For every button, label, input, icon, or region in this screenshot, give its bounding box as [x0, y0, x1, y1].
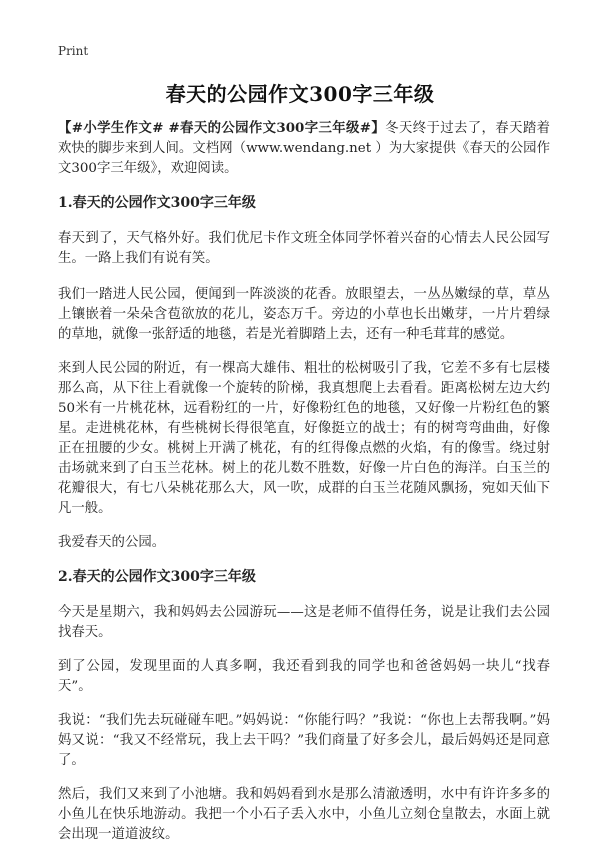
page-title: 春天的公园作文300字三年级	[165, 82, 435, 106]
section-1-paragraph: 春天到了，天气格外好。我们优尼卡作文班全体同学怀着兴奋的心情去人民公园写生。一路上我们有说有笑。	[58, 231, 550, 266]
intro-paragraph	[58, 118, 550, 179]
intro-text: 冬天终于过去了，春天踏着欢快的脚步来到人间。文档网（www.wendang.net ）为大家提供《春天的公园作文300字三年级》，欢迎阅读。	[58, 121, 550, 176]
section-2-heading: 2.春天的公园作文300字三年级	[58, 569, 256, 585]
section-2-paragraph: 我说：“我们先去玩碰碰车吧。”妈妈说：“你能行吗？”我说：“你也上去帮我啊。”妈妈又说：“我又不经常玩，我上去干吗？”我们商量了好多会儿，最后妈妈还是同意了。	[58, 713, 550, 768]
section-1-paragraph: 来到人民公园的附近，有一棵高大雄伟、粗壮的松树吸引了我，它差不多有七层楼那么高，从下往上看就像一个旋转的阶梯，我真想爬上去看看。距离松树左边大约50米有一片桃花林，远看粉红的一片，好像粉红色的地毯，又好像一片粉红色的繁星。走进桃花林，有些桃树长得很笔直，好像挺立的战士；有的树弯弯曲曲，好像正在扭腰的少女。桃树上开满了桃花，有的红得像点燃的火焰，有的像雪。绕过射击场就来到了白玉兰花林。树上的花儿数不胜数，好像一片白色的海洋。白玉兰的花瓣很大，有七八朵桃花那么大，风一吹，成群的白玉兰花随风飘扬，宛如天仙下凡一般。	[58, 361, 550, 516]
section-1-paragraph: 我们一踏进人民公园，便闻到一阵淡淡的花香。放眼望去，一丛丛嫩绿的草，草丛上镶嵌着一朵朵含苞欲放的花儿，姿态万千。旁边的小草也长出嫩芽，一片片碧绿的草地，就像一张舒适的地毯，若是光着脚踏上去，还有一种毛茸茸的感觉。	[58, 287, 550, 342]
section-1-heading: 1.春天的公园作文300字三年级	[58, 195, 256, 211]
section-2-paragraph: 然后，我们又来到了小池塘。我和妈妈看到水是那么清澈透明，水中有许许多多的小鱼儿在快乐地游动。我把一个小石子丢入水中，小鱼儿立刻仓皇散去，水面上就会出现一道道波纹。	[58, 787, 550, 842]
section-1-paragraph: 我爱春天的公园。	[58, 535, 166, 550]
section-2-paragraph: 到了公园，发现里面的人真多啊，我还看到我的同学也和爸爸妈妈一块儿“找春天”。	[58, 659, 550, 694]
article-body	[58, 118, 550, 859]
section-2-paragraph: 今天是星期六，我和妈妈去公园游玩——这是老师不值得任务，说是让我们去公园找春天。	[58, 605, 550, 640]
intro-tags: 【#小学生作文# #春天的公园作文300字三年级#】	[58, 120, 386, 136]
print-link[interactable]: Print	[58, 44, 89, 58]
